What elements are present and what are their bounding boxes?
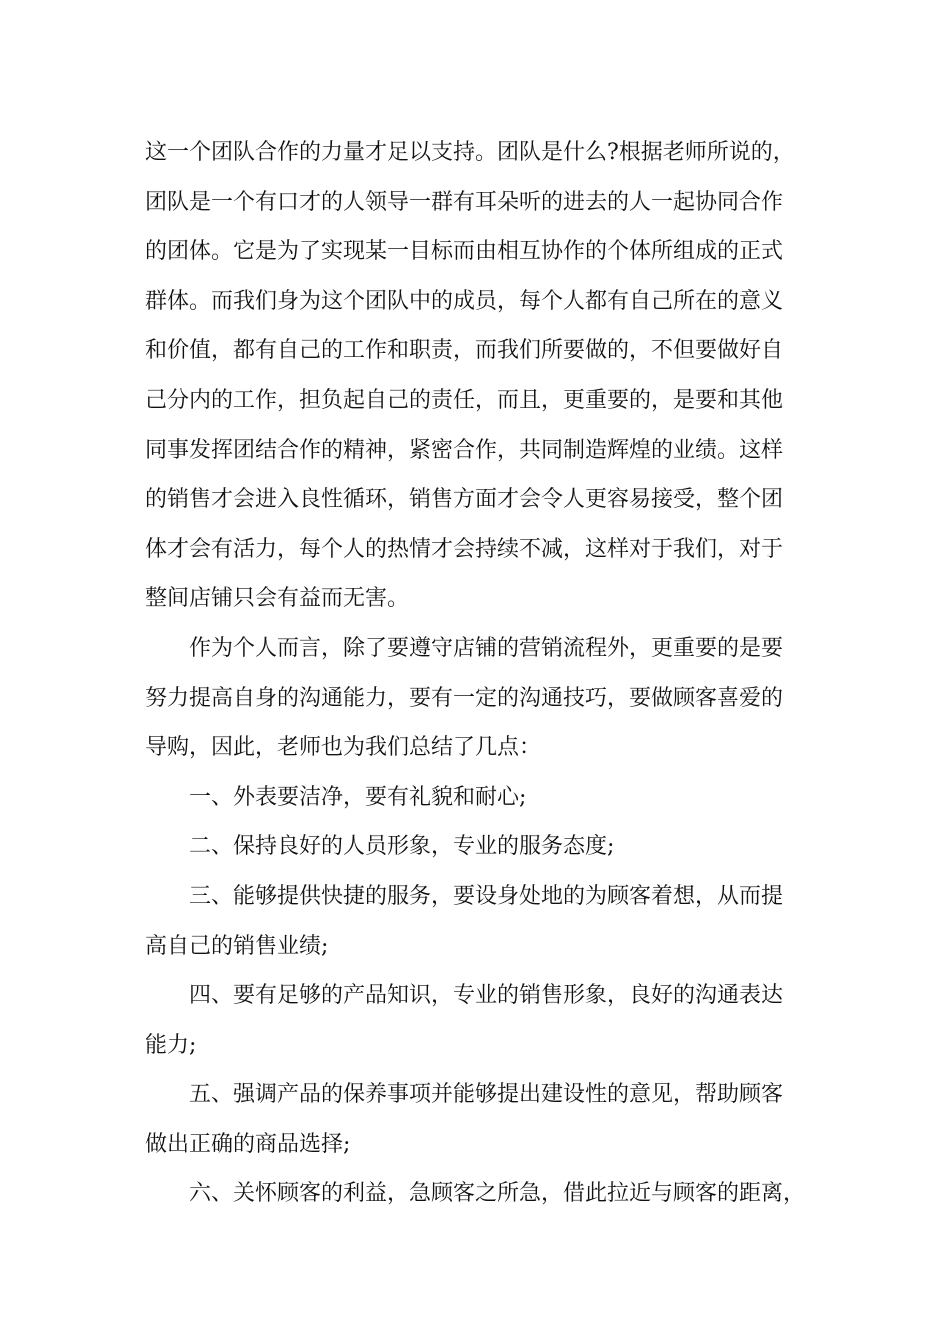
- text-line: 导购，因此，老师也为我们总结了几点：: [145, 735, 542, 761]
- list-item-1: 一、外表要洁净，要有礼貌和耐心;: [189, 784, 527, 810]
- text-line: 的销售才会进入良性循环，销售方面才会令人更容易接受，整个团: [145, 487, 784, 513]
- list-item-5: 五、强调产品的保养事项并能够提出建设性的意见，帮助顾客: [189, 1082, 784, 1108]
- text-line: 做出正确的商品选择;: [145, 1131, 351, 1157]
- document-body: [145, 128, 810, 1219]
- text-line: 群体。而我们身为这个团队中的成员，每个人都有自己所在的意义: [145, 288, 784, 314]
- text-line: 作为个人而言，除了要遵守店铺的营销流程外，更重要的是要: [189, 635, 784, 661]
- text-line: 能力;: [145, 1032, 197, 1058]
- text-line: 这一个团队合作的力量才足以支持。团队是什么?根据老师所说的，: [145, 140, 795, 165]
- text-line: 同事发挥团结合作的精神，紧密合作，共同制造辉煌的业绩。这样: [145, 437, 784, 463]
- text-line: 的团体。它是为了实现某一目标而由相互协作的个体所组成的正式: [145, 239, 784, 265]
- list-item-4: 四、要有足够的产品知识，专业的销售形象，良好的沟通表达: [189, 983, 784, 1009]
- text-line: 高自己的销售业绩;: [145, 933, 329, 959]
- list-item-3: 三、能够提供快捷的服务，要设身处地的为顾客着想，从而提: [189, 883, 784, 909]
- text-line: 努力提高自身的沟通能力，要有一定的沟通技巧，要做顾客喜爱的: [145, 685, 784, 711]
- text-line: 整间店铺只会有益而无害。: [145, 586, 410, 612]
- list-item-6: 六、关怀顾客的利益，急顾客之所急，借此拉近与顾客的距离，: [189, 1181, 806, 1207]
- text-line: 体才会有活力，每个人的热情才会持续不减，这样对于我们，对于: [145, 536, 784, 562]
- text-line: 团队是一个有口才的人领导一群有耳朵听的进去的人一起协同合作: [145, 189, 784, 215]
- text-line: 己分内的工作，担负起自己的责任，而且，更重要的，是要和其他: [145, 387, 784, 413]
- text-line: 和价值，都有自己的工作和职责，而我们所要做的，不但要做好自: [145, 338, 784, 364]
- list-item-2: 二、保持良好的人员形象，专业的服务态度;: [189, 834, 615, 860]
